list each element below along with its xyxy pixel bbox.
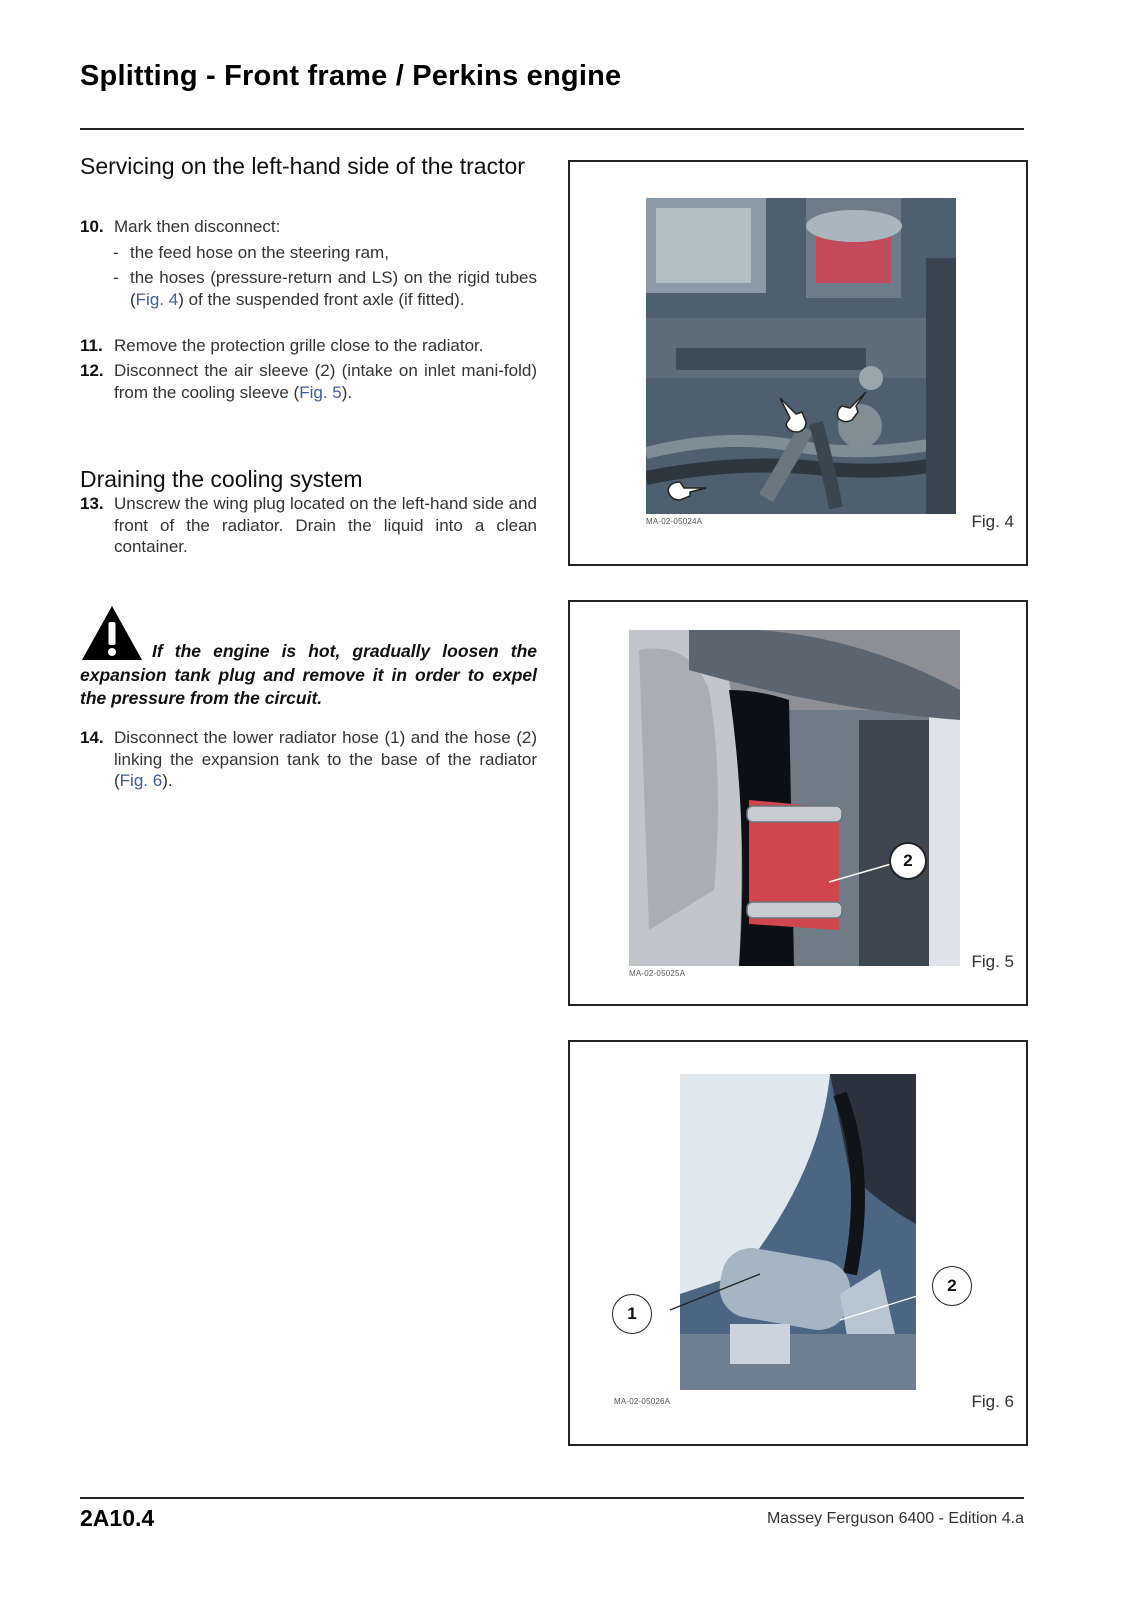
step-text: Remove the protection grille close to the radiator.	[114, 336, 484, 355]
figure-6	[568, 1040, 1028, 1446]
fig-4-link[interactable]: Fig. 4	[135, 289, 179, 309]
step-number: 10.	[80, 217, 104, 236]
figure-5	[568, 600, 1028, 1006]
callout-1: 1	[612, 1294, 652, 1334]
step-11	[80, 335, 537, 357]
section-heading-draining: Draining the cooling system	[80, 466, 363, 492]
callout-leaders	[630, 1242, 970, 1352]
step-10-item-2-text-a: the hoses (pressure-return and LS) on the rigid tubes (	[130, 268, 537, 309]
figure-5-reference: MA-02-05025A	[629, 969, 686, 978]
step-12-text-a: Disconnect the air sleeve (2) (intake on inlet mani-fold) from the cooling sleeve (	[114, 361, 537, 402]
header-rule	[80, 128, 1024, 130]
step-10-item-2-text-b: ) of the suspended front axle (if fitted).	[178, 289, 465, 309]
step-12	[80, 360, 537, 403]
figure-4-reference: MA-02-05024A	[646, 517, 703, 526]
step-number: 11.	[80, 336, 103, 355]
step-10-item-1	[113, 242, 537, 264]
step-14-text-a: Disconnect the lower radiator hose (1) and the hose (2) linking the expansion tank to the base of the radiator (	[114, 728, 537, 790]
page-number: 2A10.4	[80, 1505, 155, 1531]
figure-4-photo	[646, 198, 956, 514]
step-12-text-b: ).	[341, 382, 353, 402]
figure-4	[568, 160, 1028, 566]
callout-2: 2	[932, 1266, 972, 1306]
pointing-hand-icon	[776, 394, 810, 436]
callout-2: 2	[889, 842, 927, 880]
figure-5-label: Fig. 5	[971, 952, 1014, 971]
warning-text: If the engine is hot, gradually loosen the expansion tank plug and remove it in order to expel the pressure from the circuit.	[80, 641, 537, 708]
step-10	[80, 216, 537, 238]
step-text: Mark then disconnect:	[114, 217, 281, 236]
list-dash: -	[113, 268, 119, 287]
step-10-item-2-text	[130, 267, 537, 310]
step-number: 14.	[80, 728, 104, 747]
figure-6-reference: MA-02-05026A	[614, 1397, 671, 1406]
step-10-item-2	[113, 267, 537, 310]
step-13	[80, 493, 537, 558]
fig-6-link[interactable]: Fig. 6	[119, 771, 163, 790]
pointing-hand-icon	[832, 388, 870, 424]
page-title: Splitting - Front frame / Perkins engine	[80, 60, 622, 92]
edition-text: Massey Ferguson 6400 - Edition 4.a	[766, 1510, 1024, 1527]
pointing-hand-icon	[662, 476, 708, 504]
footer-rule	[80, 1497, 1024, 1499]
figure-6-label: Fig. 6	[971, 1392, 1014, 1411]
step-text	[114, 360, 537, 403]
step-text	[114, 727, 537, 792]
figure-5-photo	[629, 630, 960, 966]
step-14-text-b: ).	[162, 771, 173, 790]
fig-5-link[interactable]: Fig. 5	[299, 382, 342, 402]
step-10-item-1-text: the feed hose on the steering ram,	[130, 243, 389, 262]
list-dash: -	[113, 243, 119, 262]
step-number: 12.	[80, 361, 104, 380]
step-number: 13.	[80, 494, 104, 513]
step-text: Unscrew the wing plug located on the left-hand side and front of the radiator. Drain the liquid into a clean container.	[114, 494, 537, 556]
figure-4-label: Fig. 4	[971, 512, 1014, 531]
step-14	[80, 727, 537, 792]
section-heading-servicing: Servicing on the left-hand side of the tractor	[80, 153, 525, 179]
